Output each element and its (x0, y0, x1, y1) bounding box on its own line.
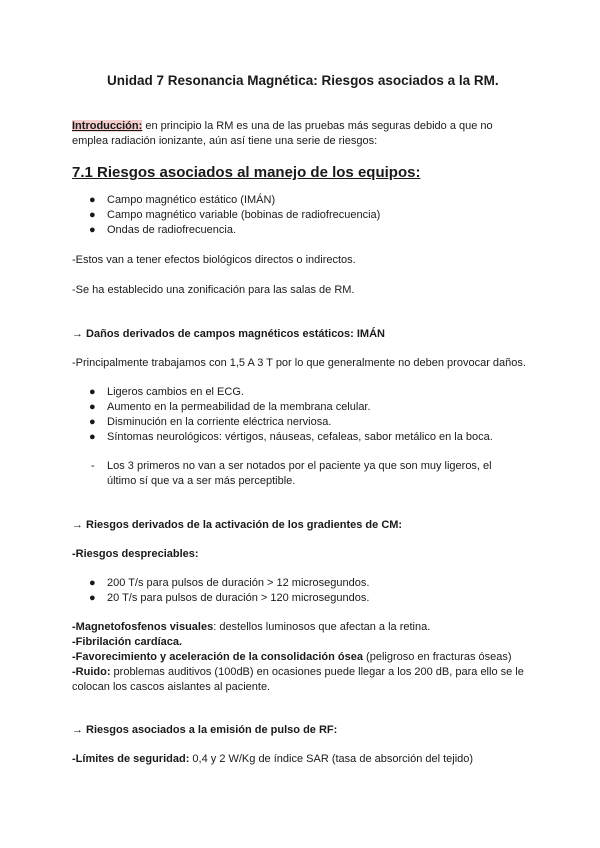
list-item: Campo magnético estático (IMÁN) (107, 194, 276, 206)
line-sep: : (213, 621, 217, 633)
bullet-icon: ● (89, 431, 96, 443)
section-static-dash-note: Los 3 primeros no van a ser notados por el paciente ya que son muy ligeros, el último sí que va a ser más perceptible. (107, 460, 492, 487)
list-item: Ligeros cambios en el ECG. (107, 386, 244, 398)
bullet-icon: ● (89, 577, 96, 589)
list-item: Disminución en la corriente eléctrica nerviosa. (107, 416, 332, 428)
list-item: 20 T/s para pulsos de duración > 120 microsegundos. (107, 592, 370, 604)
section-gradients-subheading: -Riesgos despreciables: (72, 548, 199, 560)
intro-paragraph (72, 119, 528, 149)
dash-marker: - (91, 460, 95, 472)
section-static-intro: -Principalmente trabajamos con 1,5 A 3 T por lo que generalmente no deben provocar daños. (72, 357, 526, 369)
list-item: Ondas de radiofrecuencia. (107, 224, 237, 236)
intro-label: Introducción: (72, 120, 143, 132)
list-item: Aumento en la permeabilidad de la membrana celular. (107, 401, 371, 413)
bullet-icon: ● (89, 386, 96, 398)
gradients-line-fibrilacion (72, 635, 182, 650)
bullet-icon: ● (89, 416, 96, 428)
section-7-1-heading: 7.1 Riesgos asociados al manejo de los equipos: (72, 164, 421, 181)
bullet-icon: ● (89, 209, 96, 221)
line-text: 0,4 y 2 W/Kg de índice SAR (tasa de absorción del tejido) (189, 753, 474, 765)
line-label: -Ruido: (72, 666, 111, 678)
list-item: Campo magnético variable (bobinas de radiofrecuencia) (107, 209, 381, 221)
bullet-icon: ● (89, 194, 96, 206)
gradients-line-ruido (72, 665, 528, 695)
line-label: -Magnetofosfenos visuales (72, 621, 214, 633)
section-7-1-note-2: -Se ha establecido una zonificación para las salas de RM. (72, 284, 355, 296)
page-title: Unidad 7 Resonancia Magnética: Riesgos asociados a la RM. (107, 73, 499, 88)
line-text: destellos luminosos que afectan a la retina. (216, 621, 431, 633)
section-rf-heading: → Riesgos asociados a la emisión de pulso de RF: (72, 724, 338, 736)
line-label: -Favorecimiento y aceleración de la consolidación ósea (72, 651, 363, 663)
intro-text: en principio la RM es una de las pruebas más seguras debido a que no emplea radiación ionizante, aún así tiene una serie de riesgos: (72, 120, 493, 147)
gradients-line-consolidacion (72, 650, 512, 665)
bullet-icon: ● (89, 224, 96, 236)
gradients-line-magnetofosfenos (72, 620, 430, 635)
section-static-heading: → Daños derivados de campos magnéticos estáticos: IMÁN (72, 328, 385, 340)
rf-line-limites (72, 752, 473, 767)
section-gradients-heading: → Riesgos derivados de la activación de los gradientes de CM: (72, 519, 403, 531)
bullet-icon: ● (89, 592, 96, 604)
section-7-1-note-1: -Estos van a tener efectos biológicos directos o indirectos. (72, 254, 356, 266)
list-item: 200 T/s para pulsos de duración > 12 microsegundos. (107, 577, 370, 589)
line-label: -Límites de seguridad: (72, 753, 190, 765)
line-text: problemas auditivos (100dB) en ocasiones puede llegar a los 200 dB, para ello se le colocan los cascos aislantes al paciente. (72, 666, 524, 693)
bullet-icon: ● (89, 401, 96, 413)
list-item: Síntomas neurológicos: vértigos, náuseas, cefaleas, sabor metálico en la boca. (107, 431, 493, 443)
line-text: (peligroso en fracturas óseas) (363, 651, 512, 663)
line-label: -Fibrilación cardíaca. (72, 636, 183, 648)
